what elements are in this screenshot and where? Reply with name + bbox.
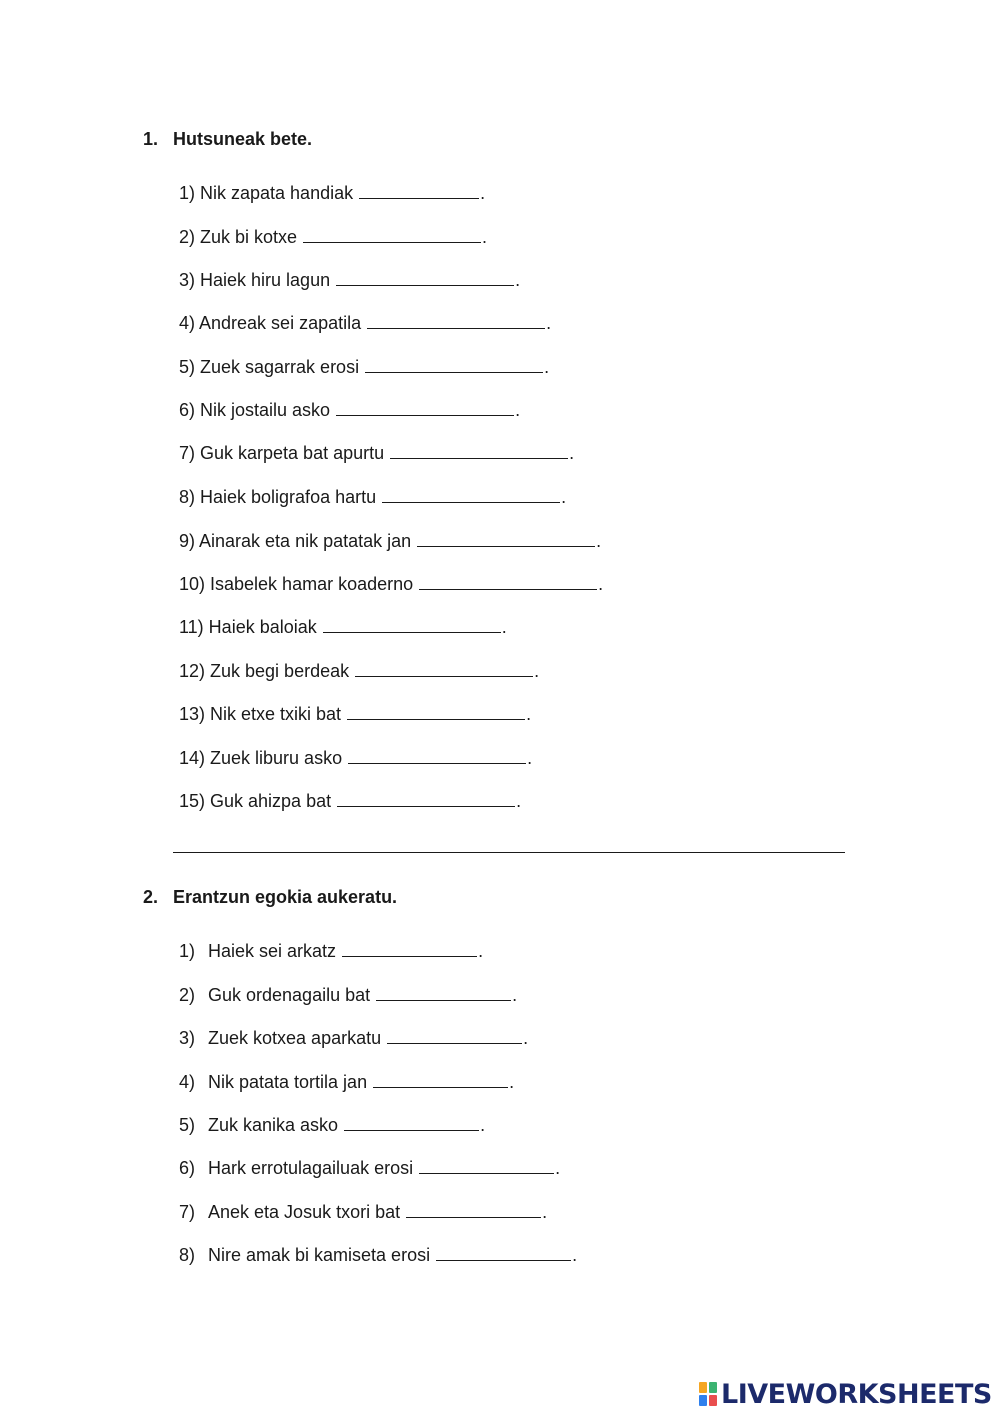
item-label: 15) Guk ahizpa bat <box>179 791 332 811</box>
item-number: 8) <box>179 1245 196 1265</box>
section-1-item <box>179 616 507 638</box>
period: . <box>512 985 518 1005</box>
section-2-item <box>179 1157 560 1179</box>
item-label: 7) Guk karpeta bat apurtu <box>179 443 385 463</box>
period: . <box>546 313 552 333</box>
answer-blank[interactable] <box>303 228 481 243</box>
period: . <box>515 270 521 290</box>
answer-blank[interactable] <box>382 488 560 503</box>
answer-blank[interactable] <box>367 314 545 329</box>
section-1-item <box>179 486 566 508</box>
section-2-item <box>179 1244 577 1266</box>
item-number: 5) <box>179 1115 196 1135</box>
answer-blank[interactable] <box>390 444 568 459</box>
answer-dropdown[interactable] <box>419 1159 554 1174</box>
period: . <box>542 1202 548 1222</box>
logo-tile <box>699 1395 707 1406</box>
item-number: 7) <box>179 1202 196 1222</box>
section-2-item <box>179 1027 528 1049</box>
period: . <box>555 1158 561 1178</box>
answer-dropdown[interactable] <box>376 986 511 1001</box>
period: . <box>569 443 575 463</box>
answer-dropdown[interactable] <box>406 1203 541 1218</box>
period: . <box>482 227 488 247</box>
item-label: Zuek kotxea aparkatu <box>208 1028 382 1048</box>
liveworksheets-logo <box>698 1378 992 1410</box>
section-1-item <box>179 269 520 291</box>
period: . <box>516 791 522 811</box>
item-label: 1) Nik zapata handiak <box>179 183 354 203</box>
section-1-item <box>179 226 487 248</box>
item-label: Nik patata tortila jan <box>208 1072 368 1092</box>
answer-blank[interactable] <box>337 792 515 807</box>
period: . <box>515 400 521 420</box>
answer-blank[interactable] <box>355 662 533 677</box>
period: . <box>561 487 567 507</box>
item-label: 2) Zuk bi kotxe <box>179 227 298 247</box>
period: . <box>480 1115 486 1135</box>
section-2-title: Erantzun egokia aukeratu. <box>173 887 398 907</box>
section-1-item <box>179 182 485 204</box>
item-label: Haiek sei arkatz <box>208 941 337 961</box>
answer-blank[interactable] <box>323 618 501 633</box>
section-2-item <box>179 984 517 1006</box>
answer-blank[interactable] <box>347 705 525 720</box>
section-1-item <box>179 356 549 378</box>
item-number: 6) <box>179 1158 196 1178</box>
item-label: 14) Zuek liburu asko <box>179 748 343 768</box>
logo-text: LIVEWORKSHEETS <box>721 1378 992 1410</box>
item-label: Hark errotulagailuak erosi <box>208 1158 414 1178</box>
answer-dropdown[interactable] <box>436 1246 571 1261</box>
item-label: Anek eta Josuk txori bat <box>208 1202 401 1222</box>
item-label: 4) Andreak sei zapatila <box>179 313 362 333</box>
section-1-item <box>179 573 603 595</box>
period: . <box>509 1072 515 1092</box>
section-1-number: 1. <box>143 129 159 149</box>
section-1-item <box>179 442 574 464</box>
section-1-item <box>179 399 520 421</box>
section-2-item <box>179 1071 514 1093</box>
section-2-item <box>179 1201 547 1223</box>
section-1-item <box>179 790 521 812</box>
section-2-item <box>179 940 483 962</box>
section-2-heading <box>143 887 397 908</box>
section-1-item <box>179 530 601 552</box>
answer-blank[interactable] <box>336 401 514 416</box>
item-number: 2) <box>179 985 196 1005</box>
answer-dropdown[interactable] <box>373 1073 508 1088</box>
logo-tile <box>699 1382 707 1393</box>
item-label: 11) Haiek baloiak <box>179 617 317 637</box>
item-label: 13) Nik etxe txiki bat <box>179 704 342 724</box>
section-1-item <box>179 747 532 769</box>
section-1-item <box>179 703 531 725</box>
answer-blank[interactable] <box>365 358 543 373</box>
logo-tile <box>709 1395 717 1406</box>
answer-blank[interactable] <box>336 271 514 286</box>
period: . <box>480 183 486 203</box>
period: . <box>478 941 484 961</box>
answer-dropdown[interactable] <box>387 1029 522 1044</box>
answer-dropdown[interactable] <box>342 942 477 957</box>
item-label: 8) Haiek boligrafoa hartu <box>179 487 377 507</box>
section-divider <box>173 852 845 853</box>
logo-tile <box>709 1382 717 1393</box>
section-1-item <box>179 660 539 682</box>
item-label: Guk ordenagailu bat <box>208 985 371 1005</box>
item-label: 3) Haiek hiru lagun <box>179 270 331 290</box>
item-label: Nire amak bi kamiseta erosi <box>208 1245 431 1265</box>
period: . <box>598 574 604 594</box>
answer-blank[interactable] <box>348 749 526 764</box>
item-label: 6) Nik jostailu asko <box>179 400 331 420</box>
item-number: 3) <box>179 1028 196 1048</box>
section-1-title: Hutsuneak bete. <box>173 129 313 149</box>
item-label: 12) Zuk begi berdeak <box>179 661 350 681</box>
item-label: 5) Zuek sagarrak erosi <box>179 357 360 377</box>
answer-blank[interactable] <box>359 184 479 199</box>
item-label: Zuk kanika asko <box>208 1115 339 1135</box>
section-2-item <box>179 1114 485 1136</box>
period: . <box>596 531 602 551</box>
answer-dropdown[interactable] <box>344 1116 479 1131</box>
period: . <box>534 661 540 681</box>
item-number: 1) <box>179 941 196 961</box>
period: . <box>501 617 507 637</box>
answer-blank[interactable] <box>417 532 595 547</box>
period: . <box>526 704 532 724</box>
section-1-heading <box>143 129 312 150</box>
answer-blank[interactable] <box>419 575 597 590</box>
period: . <box>544 357 550 377</box>
section-1-item <box>179 312 551 334</box>
period: . <box>527 748 533 768</box>
period: . <box>572 1245 578 1265</box>
section-2-number: 2. <box>143 887 159 907</box>
item-label: 9) Ainarak eta nik patatak jan <box>179 531 412 551</box>
liveworksheets-logo-icon <box>698 1381 718 1407</box>
period: . <box>523 1028 529 1048</box>
item-label: 10) Isabelek hamar koaderno <box>179 574 414 594</box>
item-number: 4) <box>179 1072 196 1092</box>
